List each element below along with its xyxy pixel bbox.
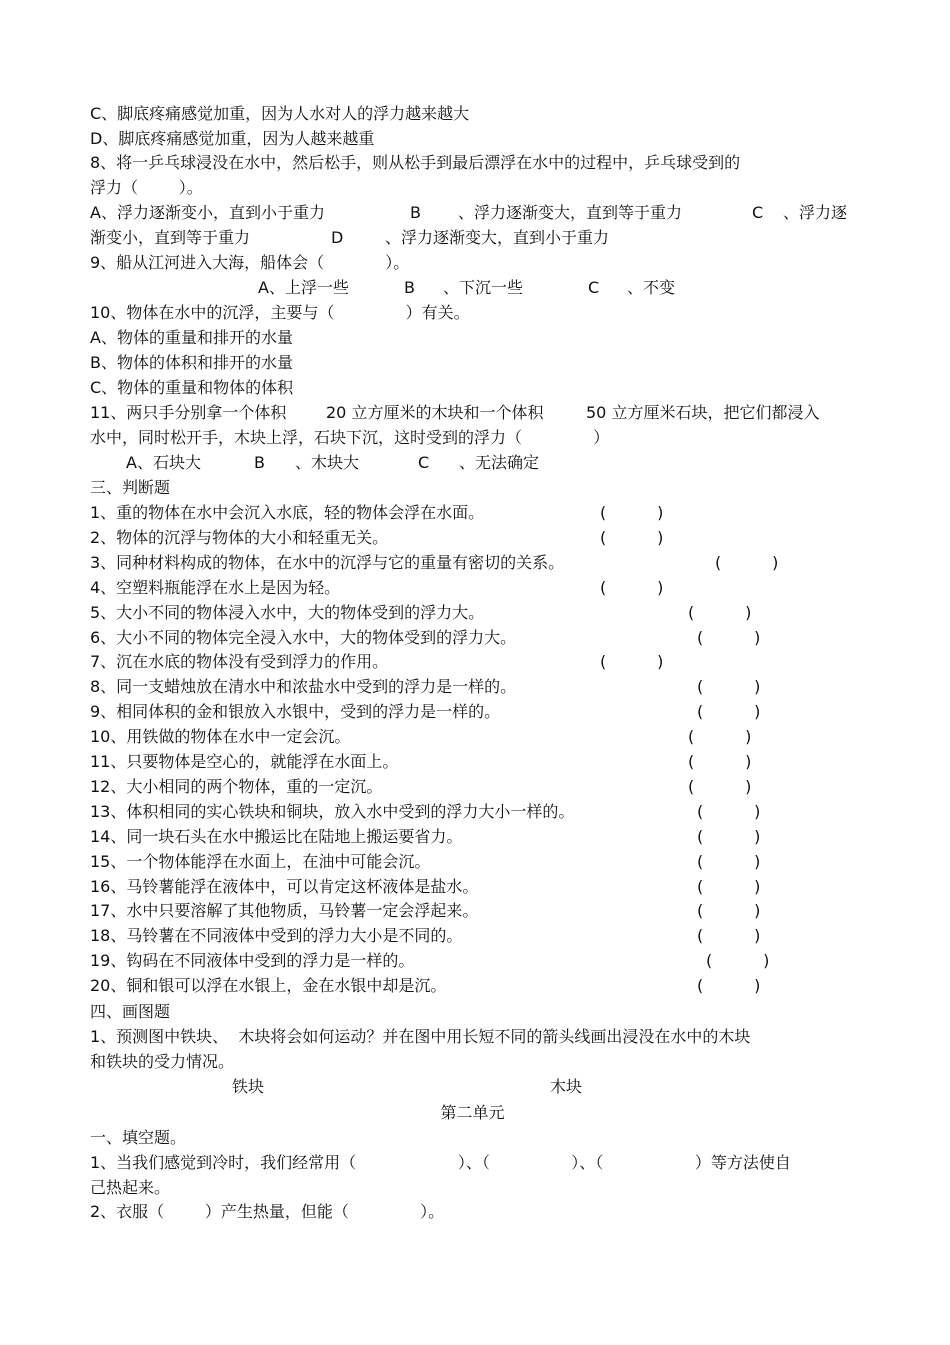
- option-8c-cont: 渐变小，直到等于重力: [90, 228, 251, 247]
- answer-blank[interactable]: ( ): [600, 503, 664, 522]
- option-10a: A、物体的重量和排开的水量: [90, 328, 293, 347]
- judge-item: 16、马铃薯能浮在液体中，可以肯定这杯液体是盐水。: [90, 877, 479, 896]
- question-11-part3: 50 立方厘米石块，把它们都浸入: [586, 403, 820, 422]
- option-8b-text: 、浮力逐渐变大，直到等于重力: [458, 203, 683, 222]
- answer-blank[interactable]: ( ): [697, 827, 761, 846]
- iron-block-label: 铁块: [232, 1077, 265, 1096]
- judge-item: 5、大小不同的物体浸入水中，大的物体受到的浮力大。: [90, 603, 485, 622]
- option-11b-text: 、木块大: [295, 453, 360, 472]
- option-8d-text: 、浮力逐渐变大，直到小于重力: [385, 228, 610, 247]
- judge-item: 13、体积相同的实心铁块和铜块，放入水中受到的浮力大小一样的。: [90, 802, 575, 821]
- section-fill-title: 一、填空题。: [90, 1128, 187, 1147]
- question-8-line1: 8、将一乒乓球浸没在水中，然后松手，则从松手到最后漂浮在水中的过程中，乒乓球受到的: [90, 153, 741, 172]
- option-11c-letter: C: [418, 453, 430, 472]
- option-7d: D、脚底疼痛感觉加重，因为人越来越重: [90, 129, 375, 148]
- option-11b-letter: B: [254, 453, 265, 472]
- judge-item: 17、水中只要溶解了其他物质，马铃薯一定会浮起来。: [90, 901, 479, 920]
- judge-item: 3、同种材料构成的物体，在水中的沉浮与它的重量有密切的关系。: [90, 553, 565, 572]
- judge-item: 11、只要物体是空心的，就能浮在水面上。: [90, 752, 399, 771]
- question-9: 9、船从江河进入大海，船体会（ ）。: [90, 253, 410, 272]
- answer-blank[interactable]: ( ): [697, 926, 761, 945]
- judge-item: 14、同一块石头在水中搬运比在陆地上搬运要省力。: [90, 827, 463, 846]
- judge-item: 1、重的物体在水中会沉入水底，轻的物体会浮在水面。: [90, 503, 485, 522]
- judge-item: 2、物体的沉浮与物体的大小和轻重无关。: [90, 528, 389, 547]
- judge-item: 12、大小相同的两个物体，重的一定沉。: [90, 777, 383, 796]
- question-8-line2: 浮力（ ）。: [90, 178, 203, 197]
- answer-blank[interactable]: ( ): [600, 652, 664, 671]
- judge-item: 15、一个物体能浮在水面上，在油中可能会沉。: [90, 852, 431, 871]
- answer-blank[interactable]: ( ): [688, 603, 752, 622]
- option-8a: A、浮力逐渐变小，直到小于重力: [90, 203, 325, 222]
- answer-blank[interactable]: ( ): [697, 628, 761, 647]
- answer-blank[interactable]: ( ): [600, 528, 664, 547]
- option-9b-letter: B: [404, 278, 415, 297]
- fill-question-1-line1: 1、当我们感觉到冷时，我们经常用（ ）、（ ）、（ ）等方法使自: [90, 1153, 791, 1172]
- answer-blank[interactable]: ( ): [715, 553, 779, 572]
- answer-blank[interactable]: ( ): [697, 976, 761, 995]
- answer-blank[interactable]: ( ): [697, 877, 761, 896]
- judge-item: 10、用铁做的物体在水中一定会沉。: [90, 727, 351, 746]
- option-9a: A、上浮一些: [258, 278, 349, 297]
- answer-blank[interactable]: ( ): [688, 727, 752, 746]
- judge-item: 7、沉在水底的物体没有受到浮力的作用。: [90, 652, 389, 671]
- option-8d-letter: D: [331, 228, 344, 247]
- option-10c: C、物体的重量和物体的体积: [90, 378, 294, 397]
- wood-block-label: 木块: [550, 1077, 583, 1096]
- draw-question-line2: 和铁块的受力情况。: [90, 1052, 235, 1071]
- option-8c-letter: C: [752, 203, 764, 222]
- judge-item: 18、马铃薯在不同液体中受到的浮力大小是不同的。: [90, 926, 463, 945]
- answer-blank[interactable]: ( ): [697, 702, 761, 721]
- judge-item: 4、空塑料瓶能浮在水上是因为轻。: [90, 578, 341, 597]
- section-draw-title: 四、画图题: [90, 1002, 171, 1021]
- answer-blank[interactable]: ( ): [706, 951, 770, 970]
- draw-question-line1: 1、预测图中铁块、 木块将会如何运动？并在图中用长短不同的箭头线画出浸没在水中的木块: [90, 1027, 751, 1046]
- question-10: 10、物体在水中的沉浮，主要与（ ）有关。: [90, 303, 470, 322]
- answer-blank[interactable]: ( ): [600, 578, 664, 597]
- option-9c-letter: C: [588, 278, 600, 297]
- option-11a: A、石块大: [126, 453, 201, 472]
- section-judge-title: 三、判断题: [90, 478, 171, 497]
- question-11-part1: 11、两只手分别拿一个体积: [90, 403, 287, 422]
- fill-question-2: 2、衣服（ ）产生热量，但能（ ）。: [90, 1202, 445, 1221]
- option-10b: B、物体的体积和排开的水量: [90, 353, 293, 372]
- answer-blank[interactable]: ( ): [697, 802, 761, 821]
- judge-item: 6、大小不同的物体完全浸入水中，大的物体受到的浮力大。: [90, 628, 517, 647]
- answer-blank[interactable]: ( ): [688, 752, 752, 771]
- judge-item: 8、同一支蜡烛放在清水中和浓盐水中受到的浮力是一样的。: [90, 677, 517, 696]
- fill-question-1-line2: 己热起来。: [90, 1178, 171, 1197]
- unit-title: 第二单元: [440, 1103, 505, 1122]
- option-9b-text: 、下沉一些: [443, 278, 524, 297]
- answer-blank[interactable]: ( ): [697, 852, 761, 871]
- answer-blank[interactable]: ( ): [697, 677, 761, 696]
- option-8b-letter: B: [410, 203, 421, 222]
- answer-blank[interactable]: ( ): [688, 777, 752, 796]
- question-11-line2: 水中，同时松开手，木块上浮，石块下沉，这时受到的浮力（ ）: [90, 428, 610, 447]
- judge-item: 9、相同体积的金和银放入水银中，受到的浮力是一样的。: [90, 702, 501, 721]
- option-11c-text: 、无法确定: [459, 453, 540, 472]
- question-11-part2: 20 立方厘米的木块和一个体积: [326, 403, 544, 422]
- option-7c: C、脚底疼痛感觉加重，因为人水对人的浮力越来越大: [90, 104, 470, 123]
- option-8c-text: 、浮力逐: [783, 203, 848, 222]
- answer-blank[interactable]: ( ): [697, 901, 761, 920]
- option-9c-text: 、不变: [627, 278, 676, 297]
- judge-item: 20、铜和银可以浮在水银上，金在水银中却是沉。: [90, 976, 447, 995]
- judge-item: 19、钩码在不同液体中受到的浮力是一样的。: [90, 951, 415, 970]
